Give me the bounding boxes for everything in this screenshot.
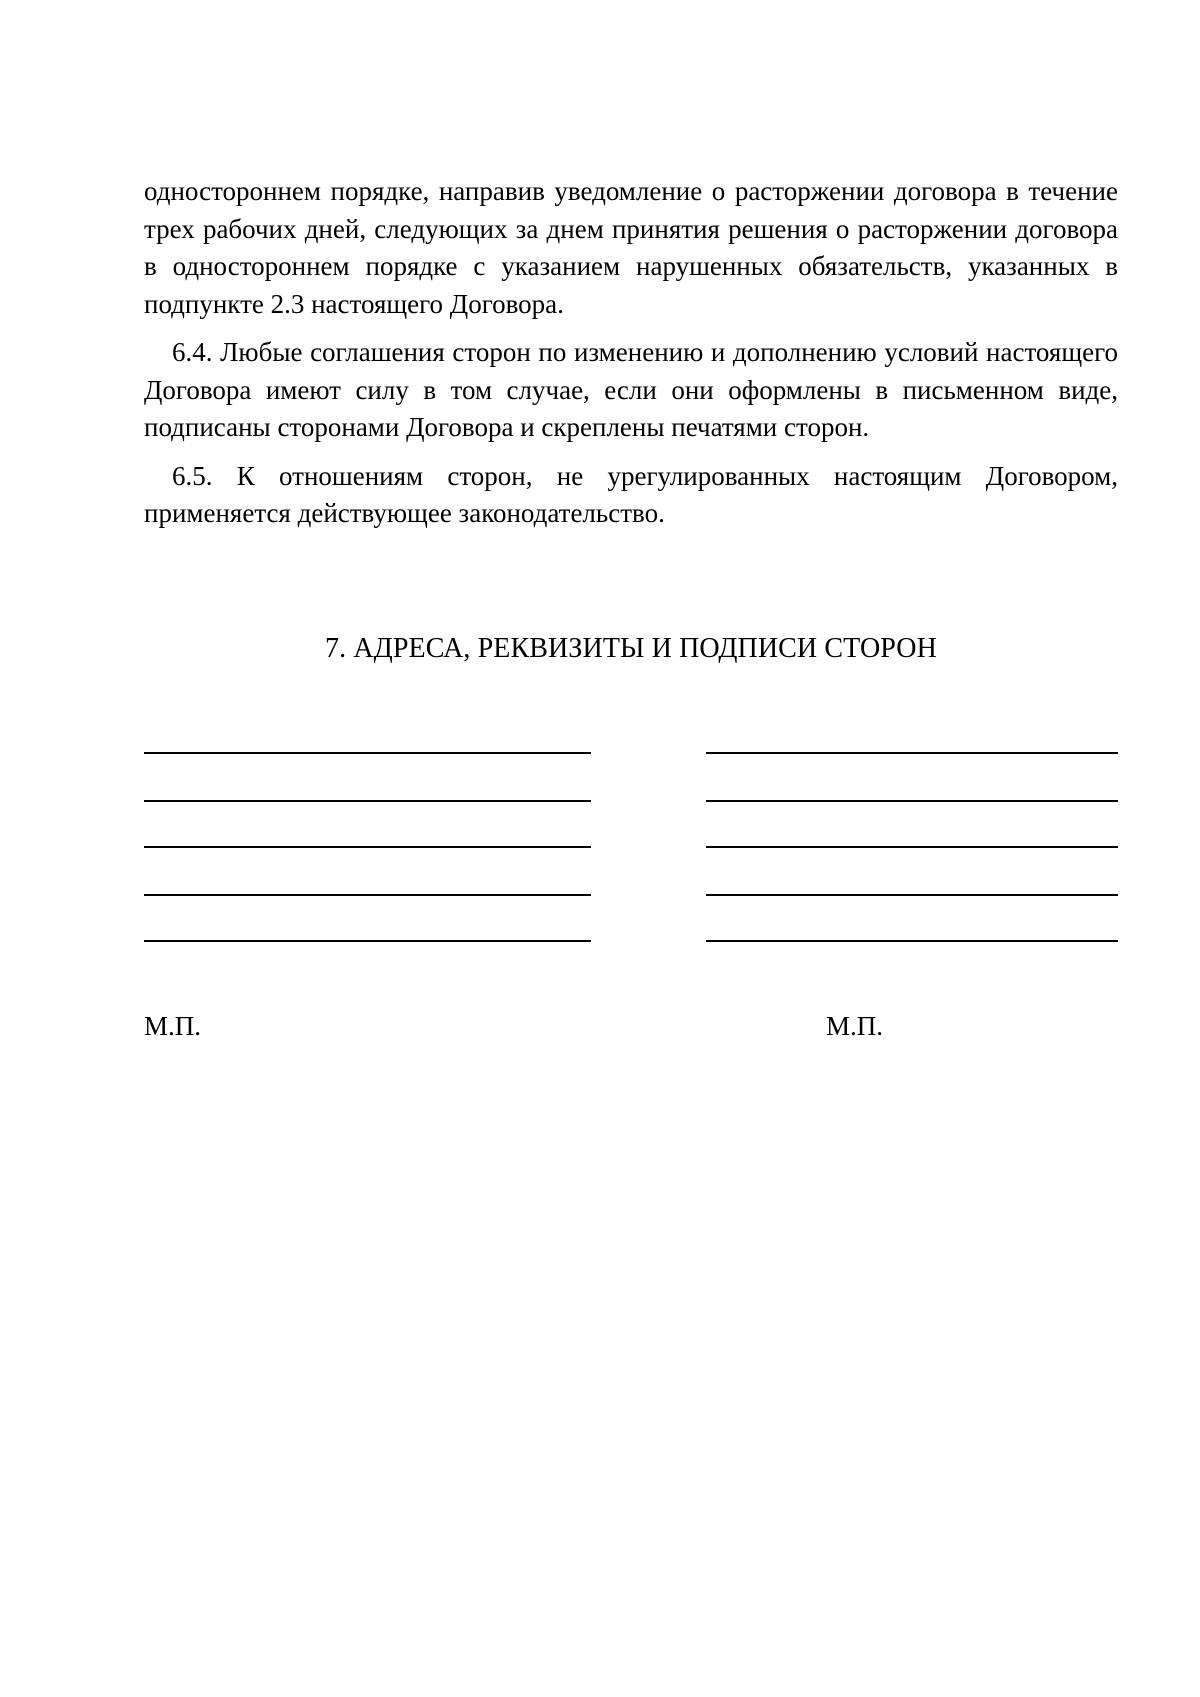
paragraph-continued: одностороннем порядке, направив уведомление о расторжении договора в течение трех рабочих дней, следующих за днем принятия решения о расторжении договора в одностороннем порядке с указанием нарушенных обязательств, указанных в подпункте 2.3 настоящего Договора. <box>144 176 1118 319</box>
blank-line <box>144 846 591 848</box>
section-title: 7. АДРЕСА, РЕКВИЗИТЫ И ПОДПИСИ СТОРОН <box>325 633 937 664</box>
blank-line <box>144 894 591 896</box>
blank-line <box>706 800 1118 802</box>
document-body <box>144 173 1118 533</box>
stamp-place-right: М.П. <box>826 1011 884 1041</box>
blank-line <box>706 940 1118 942</box>
blank-line <box>144 800 591 802</box>
blank-line <box>144 940 591 942</box>
blank-line <box>706 894 1118 896</box>
blank-line <box>706 846 1118 848</box>
paragraph-6-5: 6.5. К отношениям сторон, не урегулированных настоящим Договором, применяется действующее законодательство. <box>144 460 1118 528</box>
blank-line <box>706 752 1118 754</box>
stamp-place-left: М.П. <box>144 1011 202 1041</box>
paragraph-6-4: 6.4. Любые соглашения сторон по изменению и дополнению условий настоящего Договора имеют силу в том случае, если они оформлены в письменном виде, подписаны сторонами Договора и скреплены печатями сторон. <box>144 337 1118 442</box>
blank-line <box>144 752 591 754</box>
